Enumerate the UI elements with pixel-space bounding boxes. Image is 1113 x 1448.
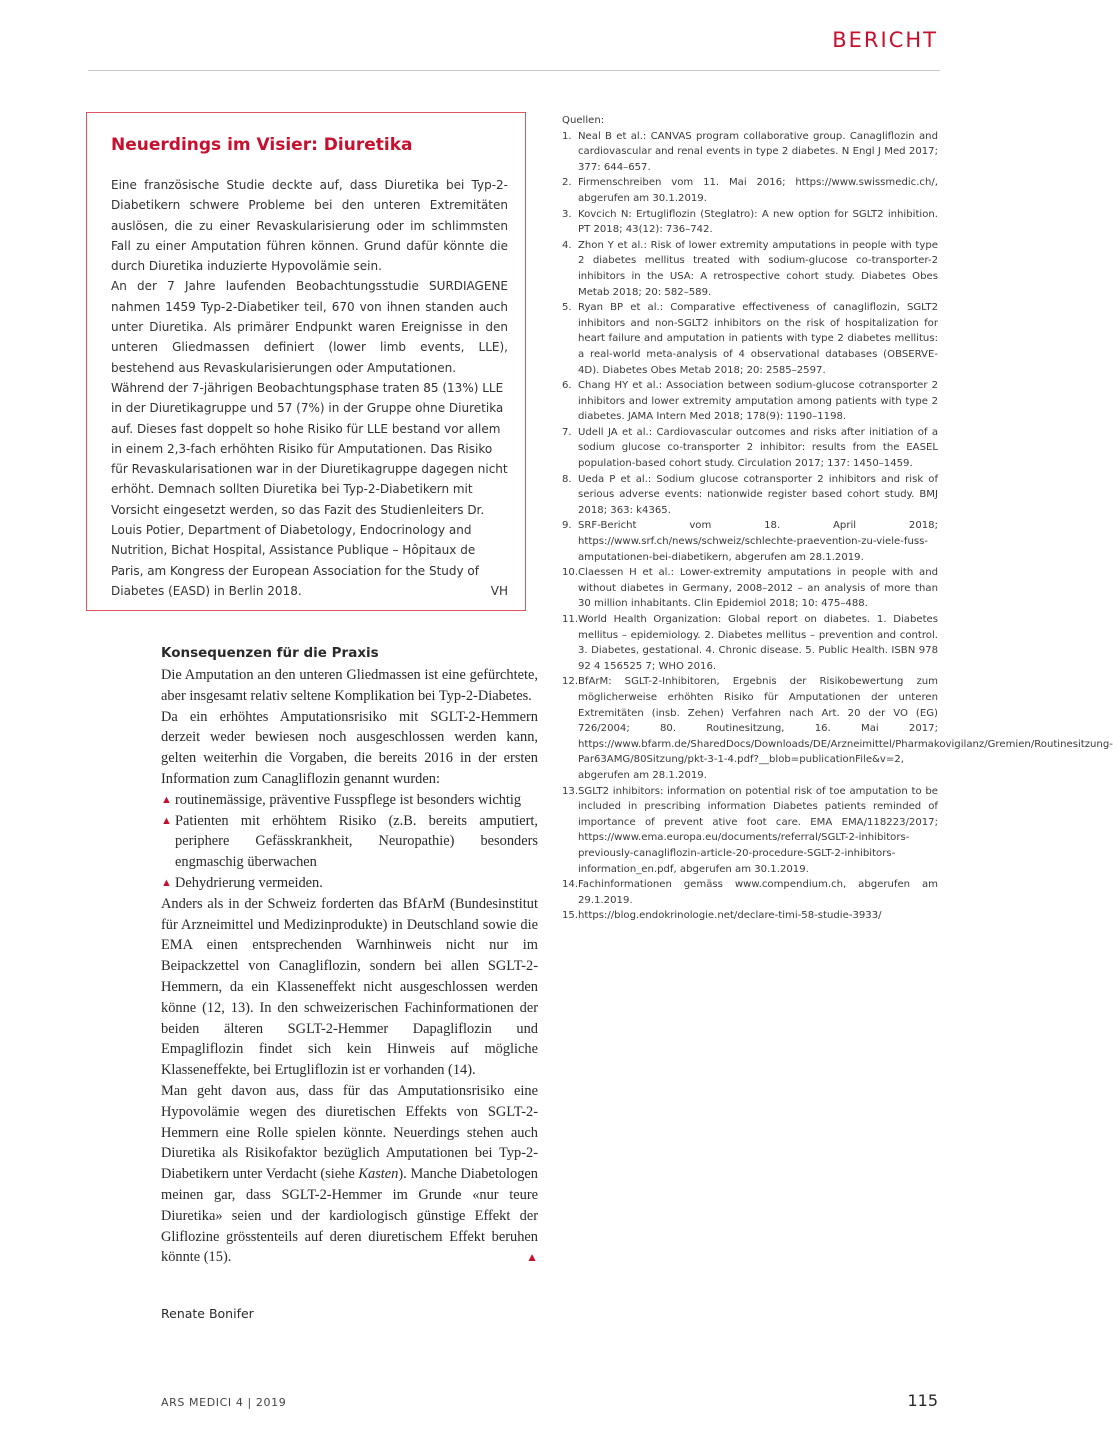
reference-text: Chang HY et al.: Association between sodium-glucose cotransporter 2 inhibitors and lower extremity amputation among patients with type 2 diabetes. JAMA Intern Med 2018; 178(9): 1190–1198. xyxy=(578,380,938,423)
triangle-bullet-icon: ▲ xyxy=(161,876,172,889)
reference-number: 4. xyxy=(562,239,572,251)
paragraph-text: ). Manche Diabetologen meinen gar, dass SGLT-2-Hemmer im Grunde «nur teure Diuretika» seien und der kardiologisch günstige Effekt der Gliflozine grösstenteils auf deren diuretischem Effekt beruhen könnte (15). xyxy=(161,1166,538,1266)
article-paragraph: Die Amputation an den unteren Gliedmassen ist eine gefürchtete, aber insgesamt relativ seltene Komplikation bei Typ-2-Diabetes. xyxy=(161,667,538,704)
reference-item xyxy=(562,300,938,378)
reference-item xyxy=(562,472,938,519)
reference-item xyxy=(562,877,938,908)
reference-number: 14. xyxy=(562,879,579,891)
triangle-bullet-icon: ▲ xyxy=(161,814,172,827)
list-item-text: routinemässige, präventive Fusspflege ist besonders wichtig xyxy=(175,791,522,808)
reference-number: 8. xyxy=(562,473,572,485)
reference-text: Claessen H et al.: Lower-extremity amputations in people with and without diabetes in Germany, 2008–2012 – an analysis of more than 30 million inhabitants. Clin Epidemiol 2018; 10: 475–488. xyxy=(578,567,938,610)
recommendation-list xyxy=(161,790,538,894)
article-text xyxy=(161,665,538,1268)
list-item-text: Dehydrierung vermeiden. xyxy=(175,874,323,891)
reference-item xyxy=(562,674,1113,783)
references-list xyxy=(562,129,1113,924)
box-paragraph: An der 7 Jahre laufenden Beobachtungsstudie SURDIAGENE nahmen 1459 Typ-2-Diabetiker teil, 670 von ihnen standen auch unter Diuretika. Als primärer Endpunkt waren Ereignisse in den unteren Gliedmassen definiert (lower limb events, LLE), bestehend aus Revaskularisierungen oder Amputationen. xyxy=(111,279,508,375)
section-label: BERICHT xyxy=(832,28,938,52)
reference-item xyxy=(562,612,938,674)
main-article-column xyxy=(161,645,538,1268)
reference-text: Fachinformationen gemäss www.compendium.ch, abgerufen am 29.1.2019. xyxy=(578,879,938,906)
emphasis-text: Kasten xyxy=(358,1166,399,1183)
box-paragraph: Eine französische Studie deckte auf, dass Diuretika bei Typ-2-Diabetikern schwere Probleme bei den unteren Extremitäten auslösen, die zu einer Revaskularisierung oder im schlimmsten Fall zu einer Amputation führen können. Grund dafür könnte die durch Diuretika induzierte Hypovolämie sein. xyxy=(111,178,508,274)
header-rule xyxy=(88,70,940,71)
reference-text: Zhon Y et al.: Risk of lower extremity amputations in people with type 2 diabetes mellitus treated with sodium-glucose co-transporter-2 inhibitors in the USA: A retrospective cohort study. Diabetes Obes Metab 2018; 20: 582–589. xyxy=(578,239,938,298)
reference-number: 6. xyxy=(562,380,572,392)
sidebar-box-diuretika xyxy=(86,112,526,611)
reference-text: SGLT2 inhibitors: information on potential risk of toe amputation to be included in prescribing information Diabetes patients reminded of importance of prevent ative foot care. EMA EMA/118223/2017; https://www.ema.europa.eu/documents/referral/SGLT-2-inhibitors-previously-canagliflozin-article-20-procedure-SGLT-2-inhibitors-information_en.pdf, abgerufen am 30.1.2019. xyxy=(578,785,938,875)
reference-item xyxy=(562,378,938,425)
reference-text: Firmenschreiben vom 11. Mai 2016; https://www.swissmedic.ch/, abgerufen am 30.1.2019. xyxy=(578,177,938,204)
references-column xyxy=(562,113,1113,924)
reference-text: SRF-Bericht vom 18. April 2018; https://www.srf.ch/news/schweiz/schlechte-praevention-zu-viele-fuss-amputationen-bei-diabetikern, abgerufen am 28.1.2019. xyxy=(578,520,938,563)
box-paragraph xyxy=(111,378,508,601)
reference-item xyxy=(562,207,938,238)
reference-text: Neal B et al.: CANVAS program collaborative group. Canagliflozin and cardiovascular and renal events in type 2 diabetes. N Engl J Med 2017; 377: 644–657. xyxy=(578,130,938,173)
box-paragraph-text: Während der 7-jährigen Beobachtungsphase traten 85 (13%) LLE in der Diuretikagruppe und 57 (7%) in der Gruppe ohne Diuretika auf. Dieses fast doppelt so hohe Risiko für LLE bestand vor allem in einem 2,3-fach erhöhten Risiko für Amputationen. Das Risiko für Revaskularisationen war in der Diuretikagruppe dagegen nicht erhöht. Demnach sollten Diuretika bei Typ-2-Diabetikern mit Vorsicht eingesetzt werden, so das Fazit des Studienleiters Dr. Louis Potier, Department of Diabetology, Endocrinology and Nutrition, Bichat Hospital, Assistance Publique – Hôpitaux de Paris, am Kongress der European Association for the Study of Diabetes (EASD) in Berlin 2018. xyxy=(111,380,508,598)
reference-number: 11. xyxy=(562,614,579,625)
reference-number: 12. xyxy=(562,676,579,688)
reference-text: Udell JA et al.: Cardiovascular outcomes and risks after initiation of a sodium glucose co-transporter 2 inhibitor: results from the EASEL population-based cohort study. Circulation 2017; 137: 1450–1459. xyxy=(578,426,938,470)
reference-text: World Health Organization: Global report on diabetes. 1. Diabetes mellitus – epidemiology. 2. Diabetes mellitus – prevention and control. 3. Diabetes, gestational. 4. Chronic disease. 5. Public Health. ISBN 978 92 4 156525 7; WHO 2016. xyxy=(578,614,938,672)
reference-number: 2. xyxy=(562,177,572,189)
box-title: Neuerdings im Visier: Diuretika xyxy=(111,135,413,155)
list-item xyxy=(161,790,538,811)
list-item xyxy=(161,873,538,894)
article-paragraph: Da ein erhöhtes Amputationsrisiko mit SGLT-2-Hemmern derzeit weder bewiesen noch ausgeschlossen werden kann, gelten weiterhin die Vorgaben, die bereits 2016 in der ersten Information zum Canagliflozin genannt wurden: xyxy=(161,708,538,787)
triangle-bullet-icon: ▲ xyxy=(161,793,172,806)
page-number: 115 xyxy=(907,1391,938,1410)
reference-item xyxy=(562,518,938,565)
reference-number: 13. xyxy=(562,785,579,797)
list-item-text: Patienten mit erhöhtem Risiko (z.B. bereits amputiert, periphere Gefässkrankheit, Neuropathie) besonders engmaschig überwachen xyxy=(175,812,538,871)
reference-number: 3. xyxy=(562,208,572,220)
reference-number: 1. xyxy=(562,130,572,142)
article-paragraph: Anders als in der Schweiz forderten das BfArM (Bundesinstitut für Arzneimittel und Medizinprodukte) in Deutschland sowie die EMA einen entsprechenden Warnhinweis nicht nur im Beipackzettel von Canagliflozin, sondern bei allen SGLT-2-Hemmern, da ein Klasseneffekt nicht ausgeschlossen werden könne (12, 13). In den schweizerischen Fachinformationen der beiden älteren SGLT-2-Hemmer Dapagliflozin und Empagliflozin findet sich kein Hinweis auf mögliche Klasseneffekte, bei Ertugliflozin ist er vorhanden (14). xyxy=(161,895,538,1079)
box-body xyxy=(111,175,508,601)
author-name: Renate Bonifer xyxy=(161,1306,254,1321)
author-initials: VH xyxy=(490,583,508,598)
reference-number: 7. xyxy=(562,426,572,438)
paragraph-text: Man geht davon aus, dass für das Amputationsrisiko eine Hypovolämie wegen des diuretischen Effekts von SGLT-2-Hemmern eine Rolle spielen könnte. Neuerdings stehen auch Diuretika als Risikofaktor bezüglich Amputationen bei Typ-2-Diabetikern unter Verdacht (siehe xyxy=(161,1082,538,1183)
reference-number: 9. xyxy=(562,520,572,532)
reference-item xyxy=(562,784,938,878)
reference-text: Ryan BP et al.: Comparative effectiveness of canagliflozin, SGLT2 inhibitors and non-SGLT2 inhibitors on the risk of hospitalization for heart failure and amputation in patients with type 2 diabetes mellitus: a real-world meta-analysis of 4 observational databases (OBSERVE-4D). Diabetes Obes Metab 2018; 20: 2585–2597. xyxy=(578,302,938,376)
article-paragraph xyxy=(161,1081,538,1268)
reference-item xyxy=(562,425,938,472)
reference-text: Kovcich N: Ertugliflozin (Steglatro): A new option for SGLT2 inhibition. PT 2018; 43(12): 736–742. xyxy=(578,208,938,236)
section-heading: Konsequenzen für die Praxis xyxy=(161,645,379,661)
reference-number: 15. xyxy=(562,910,579,922)
references-heading: Quellen: xyxy=(562,115,605,126)
reference-text: Ueda P et al.: Sodium glucose cotransporter 2 inhibitors and risk of serious adverse events: nationwide register based cohort study. BMJ 2018; 363: k4365. xyxy=(578,473,938,516)
reference-item xyxy=(562,129,938,176)
reference-item xyxy=(562,238,938,300)
reference-number: 5. xyxy=(562,302,572,314)
reference-item xyxy=(562,908,938,924)
end-of-article-triangle-icon: ▲ xyxy=(526,1250,538,1265)
footer-journal: ARS MEDICI 4 | 2019 xyxy=(161,1396,287,1409)
reference-item xyxy=(562,565,938,612)
reference-item xyxy=(562,175,938,206)
reference-text: BfArM: SGLT-2-Inhibitoren, Ergebnis der Risikobewertung zum möglicherweise erhöhten Risiko für Amputationen der unteren Extremitäten (insb. Zehen) Verfahren nach Art. 20 der VO (EG) 726/2004; 80. Routinesitzung, 16. Mai 2017; https://www.bfarm.de/SharedDocs/Downloads/DE/Arzneimittel/Pharmakovigilanz/Gremien/Routinesitzung-Par63AMG/80Sitzung/pkt-3-1-4.pdf?__blob=publicationFile&v=2, abgerufen am 28.1.2019. xyxy=(578,676,1113,781)
list-item xyxy=(161,811,538,873)
reference-text: https://blog.endokrinologie.net/declare-timi-58-studie-3933/ xyxy=(578,910,882,922)
reference-number: 10. xyxy=(562,567,579,579)
